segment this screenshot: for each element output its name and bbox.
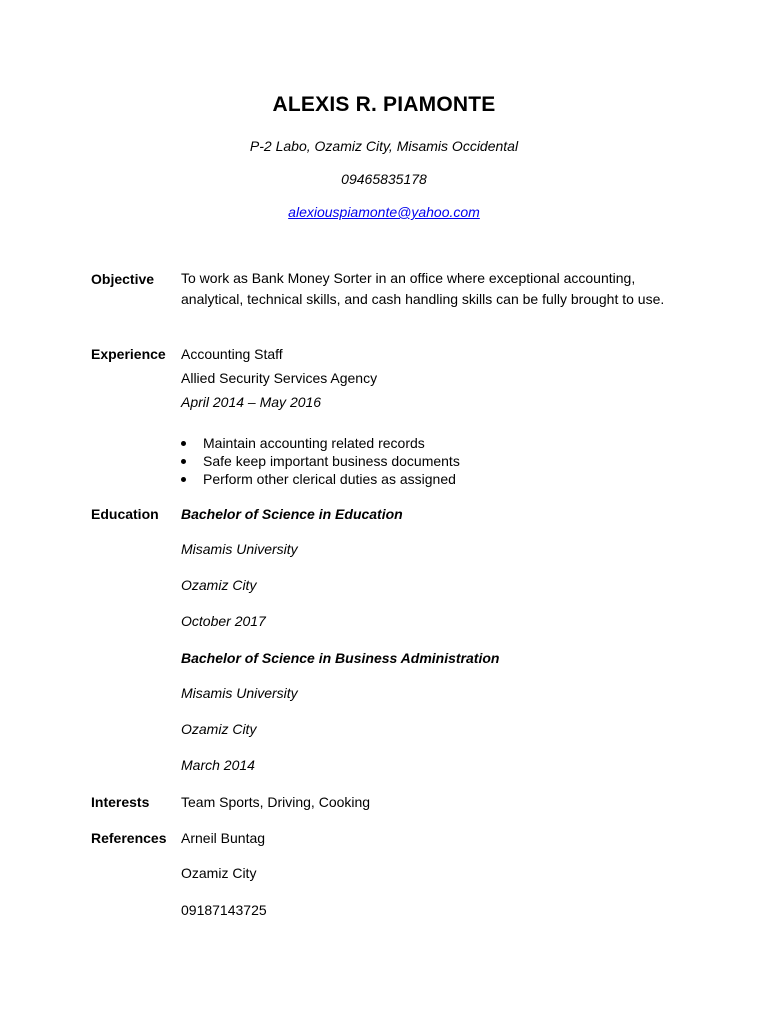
reference-phone: 09187143725 [181, 902, 267, 918]
education-degree: Bachelor of Science in Business Administration [181, 650, 500, 666]
list-item [181, 452, 460, 470]
education-degree: Bachelor of Science in Education [181, 506, 403, 522]
education-date: October 2017 [181, 613, 266, 629]
education-school: Misamis University [181, 541, 298, 557]
education-label: Education [91, 506, 159, 522]
experience-label: Experience [91, 346, 166, 362]
phone-number: 09465835178 [341, 171, 427, 187]
duties-list [181, 434, 460, 488]
experience-position: Accounting Staff [181, 346, 283, 362]
interests-label: Interests [91, 794, 150, 810]
education-school: Misamis University [181, 685, 298, 701]
interests-text: Team Sports, Driving, Cooking [181, 794, 371, 810]
reference-city: Ozamiz City [181, 865, 257, 881]
education-city: Ozamiz City [181, 721, 257, 737]
bullet-icon [181, 477, 186, 482]
objective-label: Objective [91, 271, 155, 287]
education-city: Ozamiz City [181, 577, 257, 593]
experience-company: Allied Security Services Agency [181, 370, 378, 386]
duty-text: Perform other clerical duties as assigned [203, 471, 456, 487]
duty-text: Maintain accounting related records [203, 435, 425, 451]
references-label: References [91, 830, 167, 846]
list-item [181, 434, 460, 452]
address: P-2 Labo, Ozamiz City, Misamis Occidental [249, 138, 519, 154]
list-item [181, 470, 460, 488]
bullet-icon [181, 459, 186, 464]
objective-text: To work as Bank Money Sorter in an office where exceptional accounting, analytical, technical skills, and cash handling skills can be fully brought to use. [181, 270, 665, 307]
reference-name: Arneil Buntag [181, 830, 266, 846]
education-date: March 2014 [181, 757, 255, 773]
experience-dates: April 2014 – May 2016 [181, 394, 322, 410]
email-line [0, 204, 768, 220]
duty-text: Safe keep important business documents [203, 453, 460, 469]
resume-name: ALEXIS R. PIAMONTE [272, 93, 496, 116]
bullet-icon [181, 441, 186, 446]
email-link[interactable]: alexiouspiamonte@yahoo.com [288, 204, 480, 220]
